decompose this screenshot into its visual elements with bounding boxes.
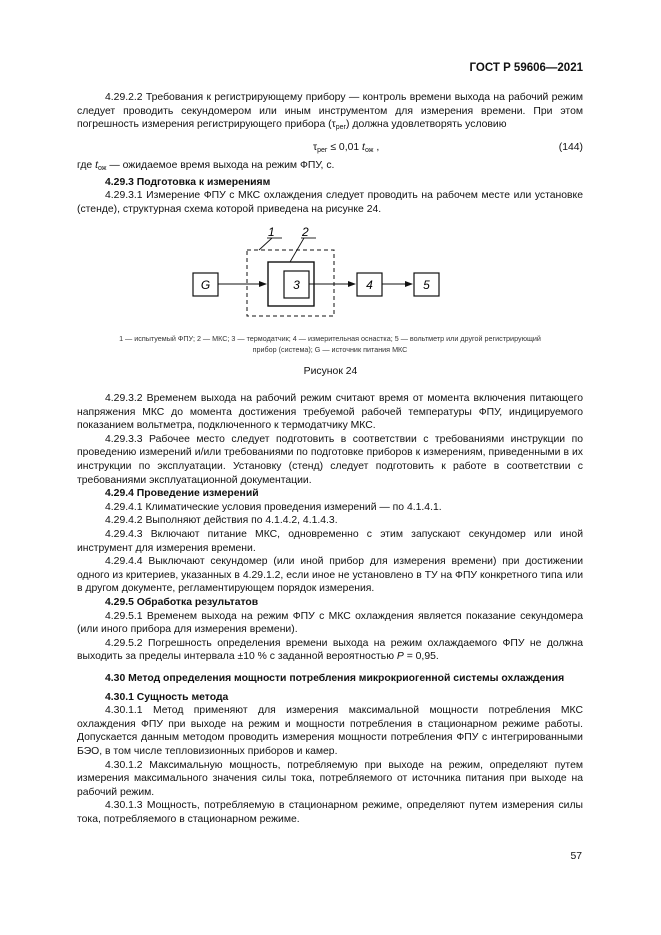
caption-line-1: 1 — испытуемый ФПУ; 2 — МКС; 3 — термодатчик; 4 — измерительная оснастка; 5 — вольтметр или другой регистрирующий — [119, 334, 541, 343]
paragraph-4-29-4-4: 4.29.4.4 Выключают секундомер (или иной прибор для измерения времени) при достижении одного из критериев, указанных в 4.29.1.2, если иное не установлено в ТУ на ФПУ конкретного типа или в другом документе, регламентирующем порядок измерения. — [77, 556, 583, 595]
paragraph-4-29-3-1: 4.29.3.1 Измерение ФПУ с МКС охлаждения следует проводить на рабочем месте или установке (стенде), структурная схема которой приведена на рисунке 24. — [77, 190, 583, 215]
label-2: 2 — [302, 225, 309, 239]
where-clause: где $t_{ож}$ — ожидаемое время выхода на режим ФПУ, с. — [77, 160, 335, 172]
paragraph-4-29-4-1: 4.29.4.1 Климатические условия проведения измерений — по 4.1.4.1. — [105, 501, 442, 513]
label-g: G — [200, 278, 211, 292]
heading-4-30-1: 4.30.1 Сущность метода — [105, 691, 229, 703]
paragraph-4-29-2-2: 4.29.2.2 Требования к регистрирующему прибору — контроль времени выхода на рабочий режим следует проводить секундомером или иным инструментом для измерения времени. При этом погрешность измерения регистрирующего прибора $(\tau_{рег})$ должна удовлетворять условию — [77, 92, 583, 132]
text-block-1 — [77, 91, 583, 135]
formula-expression: $\tau_{рег} \le 0,01$ $t_{ож}$ , — [313, 142, 380, 154]
text-block-2 — [77, 159, 583, 216]
paragraph-4-30-1-3: 4.30.1.3 Мощность, потребляемую в стационарном режиме, определяют путем измерения силы тока, потребляемого в стационарном режиме. — [77, 800, 583, 825]
formula-144 — [77, 142, 583, 156]
paragraph-4-29-5-1: 4.29.5.1 Временем выхода на режим ФПУ с МКС охлаждения является показание секундомера (или иного прибора для измерения времени). — [77, 610, 583, 636]
mks-box — [268, 262, 314, 306]
label-5: 5 — [423, 278, 430, 292]
text-block-4 — [77, 672, 583, 827]
figure-24-diagram — [0, 220, 661, 332]
label-4: 4 — [366, 278, 373, 292]
paragraph-4-29-3-3: 4.29.3.3 Рабочее место следует подготовить в соответствии с требованиями инструкции по проведению измерений и/или требованиями по подготовке приборов к измерениям, приведенными в их инструкции по эксплуатации. Установку (стенд) следует подготовить к работе в соответствии с требованиями эксплуатационной документации. — [77, 433, 583, 486]
standard-header: ГОСТ Р 59606—2021 — [469, 62, 583, 74]
text-block-3 — [77, 392, 583, 664]
paragraph-4-29-4-3: 4.29.4.3 Включают питание МКС, одновременно с этим запускают секундомер или иной инструмент для измерения времени. — [77, 528, 583, 554]
leader-1 — [259, 238, 272, 250]
formula-number: (144) — [558, 142, 583, 153]
heading-4-29-5: 4.29.5 Обработка результатов — [105, 596, 259, 608]
heading-4-30: 4.30 Метод определения мощности потребления микрокриогенной системы охлаждения — [105, 673, 565, 684]
label-3: 3 — [293, 278, 300, 292]
paragraph-4-30-1-2: 4.30.1.2 Максимальную мощность, потребляемую при выходе на режим, определяют путем измерения максимального значения силы тока, потребляемого от источника питания при выходе на рабочий режим. — [77, 759, 583, 798]
label-1: 1 — [268, 225, 275, 239]
paragraph-4-30-1-1: 4.30.1.1 Метод применяют для измерения максимальной мощности потребления МКС охлаждения ФПУ при выходе на режим и мощности потребления в стационарном режиме работы. Допускается данным методом проводить измерения мощности потребления ФПУ с интегрированными БЭО, в том числе тепловизионных приборов и камер. — [77, 705, 583, 757]
paragraph-4-29-4-2: 4.29.4.2 Выполняют действия по 4.1.4.2, 4.1.4.3. — [105, 515, 338, 527]
heading-4-29-4: 4.29.4 Проведение измерений — [105, 488, 259, 500]
figure-caption — [30, 333, 630, 355]
heading-4-29-3: 4.29.3 Подготовка к измерениям — [105, 176, 271, 188]
caption-line-2: прибор (система); G — источник питания МКС — [252, 345, 408, 354]
paragraph-4-29-3-2: 4.29.3.2 Временем выхода на рабочий режим считают время от момента включения питающего напряжения МКС до момента достижения требуемой рабочей температуры ФПУ, индицируемого показанием вольтметра, подключенного к термодатчику МКС. — [77, 393, 583, 432]
figure-title: Рисунок 24 — [303, 366, 358, 377]
paragraph-4-29-5-2: 4.29.5.2 Погрешность определения времени выхода на режим охлаждаемого ФПУ не должна выходить за пределы интервала ±10 % с заданной вероятностью P = 0,95. — [77, 637, 583, 663]
page-number: 57 — [570, 851, 582, 862]
